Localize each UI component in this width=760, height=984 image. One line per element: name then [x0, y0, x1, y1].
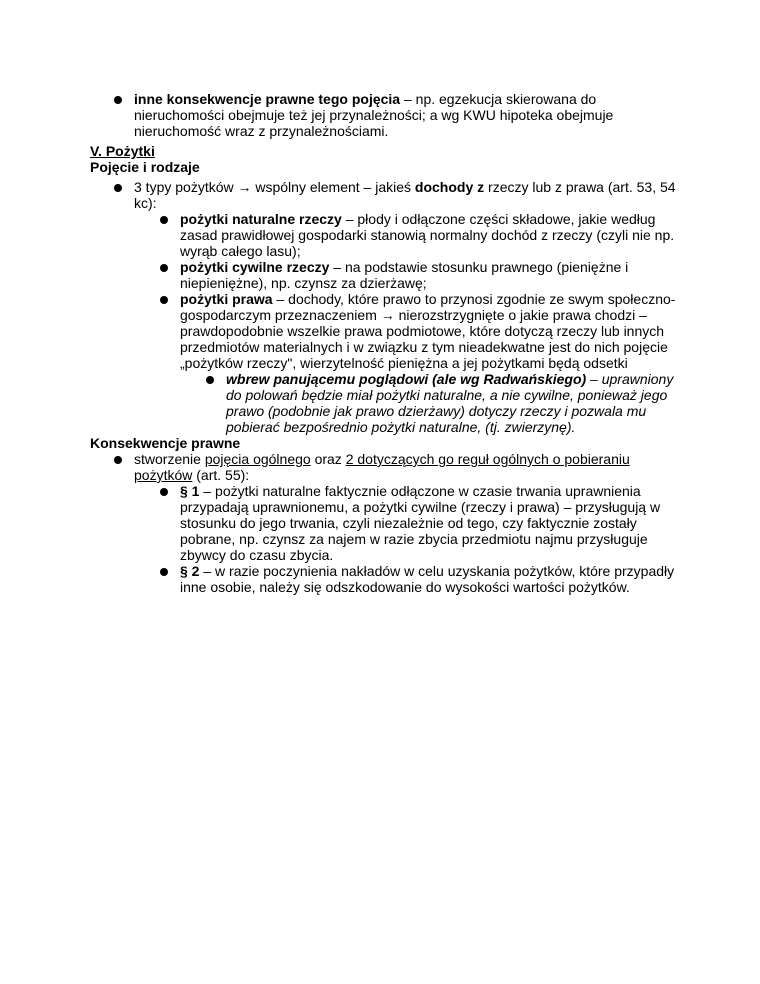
text-line: prawo (podobnie jak prawo dzierżawy) dotyczy rzeczy i pozwala mu — [226, 403, 647, 419]
list-item-stworzenie — [134, 451, 630, 483]
list-item-paragraph-2 — [180, 563, 674, 595]
text: rzeczy lub z prawa (art. 53, 54 — [484, 179, 676, 195]
text-line: zasad prawidłowej gospodarki stanowią normalny dochód z rzeczy (czyli nie np. — [180, 227, 675, 243]
list-item-cywilne — [180, 259, 628, 291]
text: – na podstawie stosunku prawnego (pieniężne i — [329, 259, 629, 275]
text-line: gospodarczym przeznaczeniem → nierozstrzygnięte o jakie prawa chodzi – — [180, 307, 647, 323]
underlined-text: 2 dotyczących go reguł ogólnych o pobieraniu — [345, 451, 630, 467]
bullet-marker — [206, 376, 214, 384]
text: stworzenie — [134, 451, 205, 467]
text-line: pobrane, np. czynsz za najem w razie zbycia przedmiotu najmu przysługuje — [180, 531, 648, 547]
term-bold: § 2 — [180, 563, 200, 579]
list-item-prawa — [180, 291, 675, 371]
bullet-marker — [160, 296, 168, 304]
term-bold: wbrew panującemu poglądowi (ale wg Radwańskiego) — [226, 371, 587, 387]
bullet-marker — [114, 96, 122, 104]
term-bold: pożytki prawa — [180, 291, 273, 307]
term-bold: pożytki naturalne rzeczy — [180, 211, 342, 227]
term-bold: pożytki cywilne rzeczy — [180, 259, 330, 275]
text-line: nieruchomości obejmuje też jej przynależności; a wg KWU hipoteka obejmuje — [134, 107, 614, 123]
underlined-text: pożytków — [134, 467, 193, 483]
text: – np. egzekucja skierowana do — [400, 91, 597, 107]
subheading-konsekwencje: Konsekwencje prawne — [90, 435, 241, 451]
text: 3 typy pożytków → wspólny element – jakieś — [134, 179, 415, 195]
subheading-pojecie: Pojęcie i rodzaje — [90, 159, 200, 175]
text: (art. 55): — [192, 467, 250, 483]
term-bold: § 1 — [180, 483, 200, 499]
text: – płody i odłączone części składowe, jakie według — [341, 211, 656, 227]
bullet-marker — [114, 456, 122, 464]
term-bold: dochody z — [414, 179, 485, 195]
text-line: przedmiotów materialnych i w związku z tym nieadekwatne jest do nich pojęcie — [180, 339, 668, 355]
list-item-inne-konsekwencje — [134, 91, 613, 139]
text-line: pobierać bezpośrednio pożytki naturalne, (tj. zwierzynę). — [226, 419, 576, 435]
text-line: wyrąb całego lasu); — [180, 243, 301, 259]
bullet-marker — [160, 264, 168, 272]
text: – w razie poczynienia nakładów w celu uzyskania pożytków, które przypadły — [199, 563, 675, 579]
text: oraz — [310, 451, 346, 467]
text-line: nieruchomość wraz z przynależnościami. — [134, 123, 389, 139]
list-item-wbrew — [226, 371, 673, 435]
text-line: zbywcy do czasu zbycia. — [180, 547, 334, 563]
bullet-marker — [160, 568, 168, 576]
text: – dochody, które prawo to przynosi zgodnie ze swym społeczno- — [272, 291, 676, 307]
text-line: kc): — [134, 195, 157, 211]
text-line: inne osobie, należy się odszkodowanie do wysokości wartości pożytków. — [180, 579, 630, 595]
text-line: prawdopodobnie wszelkie prawa podmiotowe, które dotyczą rzeczy lub innych — [180, 323, 665, 339]
list-item-paragraph-1 — [180, 483, 660, 563]
text-line: przypadają uprawnionemu, a pożytki cywilne (rzeczy i prawa) – przysługują w — [180, 499, 661, 515]
underlined-text: pojęcia ogólnego — [204, 451, 311, 467]
term-bold: inne konsekwencje prawne tego pojęcia — [134, 91, 401, 107]
bullet-marker — [160, 488, 168, 496]
section-title: V. Pożytki — [90, 143, 155, 159]
text: – pożytki naturalne faktycznie odłączone w czasie trwania uprawnienia — [199, 483, 641, 499]
bullet-marker — [114, 184, 122, 192]
bullet-marker — [160, 216, 168, 224]
text: – uprawniony — [586, 371, 674, 387]
list-item-typy — [134, 179, 676, 211]
text-line: stosunku do jego trwania, czyli niezależnie od tego, czy faktycznie zostały — [180, 515, 637, 531]
text-line: „pożytków rzeczy", wierzytelność pieniężna a jej pożytkami będą odsetki — [180, 355, 628, 371]
list-item-naturalne — [180, 211, 674, 259]
text-line: niepieniężne), np. czynsz za dzierżawę; — [180, 275, 427, 291]
text-line: do polowań będzie miał pożytki naturalne, a nie cywilne, ponieważ jego — [226, 387, 668, 403]
